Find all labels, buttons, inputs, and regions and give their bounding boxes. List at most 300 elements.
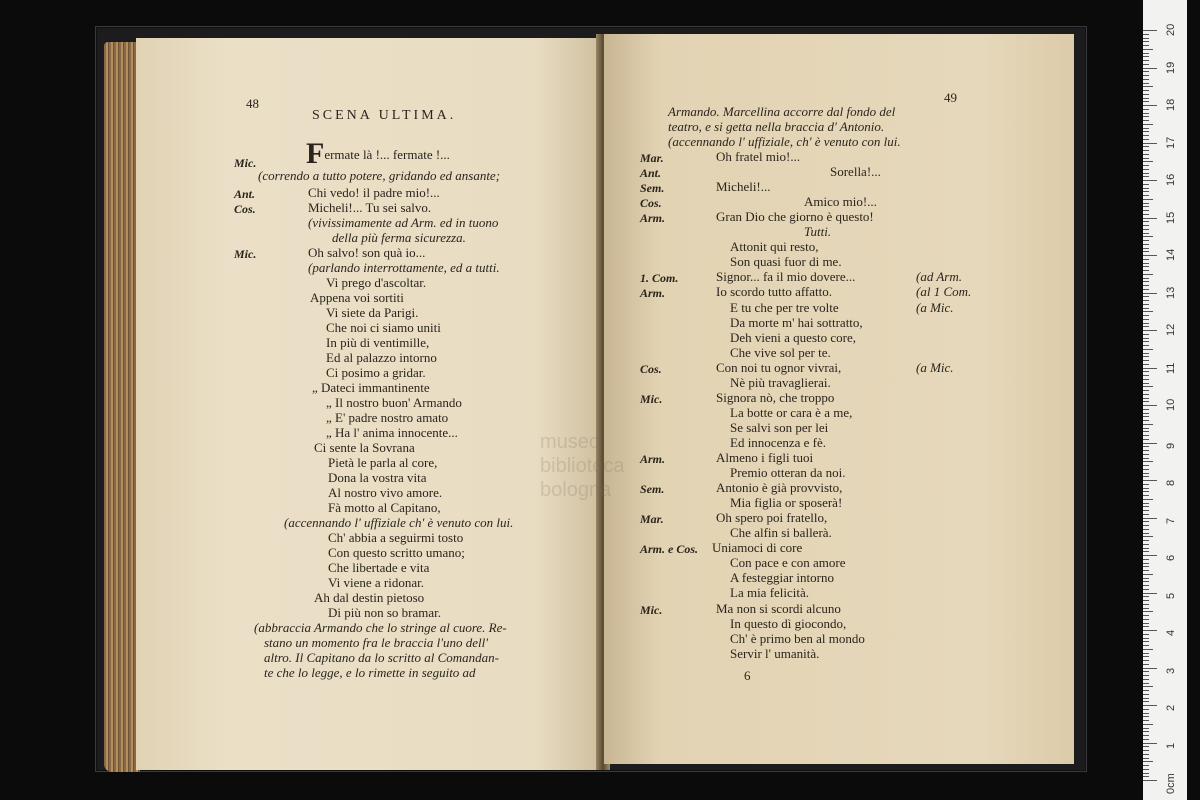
ruler-tick [1143, 435, 1149, 436]
text-line: Signora nò, che troppo [716, 389, 835, 405]
ruler-tick [1143, 266, 1149, 267]
ruler-tick [1143, 690, 1149, 691]
text-line: Che libertade e vita [328, 560, 430, 575]
ruler-tick [1143, 176, 1149, 177]
text-line: Che vive sol per te. [730, 344, 831, 360]
ruler-tick [1143, 739, 1149, 740]
ruler-tick [1143, 214, 1149, 215]
text-line: Nè più travaglierai. [730, 374, 831, 390]
text-line: Dona la vostra vita [328, 470, 427, 485]
ruler-tick [1143, 634, 1149, 635]
ruler-tick [1143, 728, 1149, 729]
stage-direction: (a Mic. [916, 359, 954, 375]
text-line: Ed innocenza e fè. [730, 434, 827, 450]
text-line: Ch' abbia a seguirmi tosto [328, 530, 464, 545]
text-line: Se salvi son per lei [730, 419, 829, 435]
text-line: Di più non so bramar. [328, 605, 442, 620]
ruler-tick [1143, 518, 1157, 519]
text-line: Attonit qui resto, [730, 239, 819, 255]
speaker-label: Mic. [640, 391, 663, 406]
ruler-tick [1143, 191, 1149, 192]
ruler-number: 15 [1165, 211, 1177, 224]
text-line: Deh vieni a questo core, [730, 329, 856, 345]
ruler-tick [1143, 705, 1157, 706]
ruler-tick [1143, 356, 1149, 357]
ruler-tick [1143, 656, 1149, 657]
ruler-tick [1143, 454, 1149, 455]
ruler-tick [1143, 173, 1149, 174]
ruler-tick [1143, 161, 1153, 162]
stage-direction: altro. Il Capitano da lo scritto al Comandan- [264, 650, 499, 665]
ruler-tick [1143, 371, 1149, 372]
ruler-tick [1143, 334, 1149, 335]
ruler-tick [1143, 679, 1149, 680]
ruler-tick [1143, 83, 1149, 84]
ruler-tick [1143, 341, 1149, 342]
text-line: „ Il nostro buon' Armando [326, 395, 462, 410]
ruler-tick [1143, 86, 1153, 87]
right-page [604, 34, 1074, 764]
ruler-tick [1143, 349, 1153, 350]
ruler-tick [1143, 581, 1149, 582]
text-line: Almeno i figli tuoi [716, 450, 814, 465]
ruler-tick [1143, 315, 1149, 316]
ruler-tick [1143, 304, 1149, 305]
ruler-tick [1143, 206, 1149, 207]
text-line: La mia felicità. [730, 585, 810, 601]
ruler-tick [1143, 660, 1149, 661]
speaker-label: Cos. [640, 361, 662, 376]
ruler-tick [1143, 559, 1149, 560]
ruler-tick [1143, 746, 1149, 747]
ruler-tick [1143, 686, 1153, 687]
text-line: Vi siete da Parigi. [326, 305, 419, 320]
text-line: Che alfin si ballerà. [730, 525, 832, 541]
ruler-tick [1143, 465, 1149, 466]
ruler-number: 19 [1165, 61, 1177, 74]
ruler-tick [1143, 525, 1149, 526]
stage-direction: della più ferma sicurezza. [332, 230, 466, 245]
speaker-label: Cos. [234, 202, 256, 216]
ruler-tick [1143, 146, 1149, 147]
ruler-tick [1143, 64, 1149, 65]
ruler-number: 13 [1165, 286, 1177, 299]
ruler-tick [1143, 60, 1149, 61]
speaker-label: Cos. [640, 196, 662, 211]
ruler-number: 5 [1165, 592, 1177, 599]
ruler-tick [1143, 116, 1149, 117]
ruler-tick [1143, 570, 1149, 571]
ruler-tick [1143, 270, 1149, 271]
ruler-tick [1143, 169, 1149, 170]
ruler-tick [1143, 431, 1149, 432]
stage-direction: (accennando l' uffiziale, ch' è venuto con lui. [668, 134, 901, 149]
ruler-tick [1143, 409, 1149, 410]
ruler-tick [1143, 653, 1149, 654]
page-number: 48 [246, 96, 259, 111]
ruler-tick [1143, 71, 1149, 72]
ruler-tick [1143, 724, 1153, 725]
ruler-tick [1143, 615, 1149, 616]
ruler-tick [1143, 405, 1157, 406]
ruler-tick [1143, 180, 1157, 181]
ruler-tick [1143, 574, 1153, 575]
speaker-label: Mic. [234, 247, 257, 261]
ruler-tick [1143, 773, 1149, 774]
ruler-tick [1143, 758, 1149, 759]
ruler-tick [1143, 731, 1149, 732]
ruler-tick [1143, 353, 1149, 354]
ruler-tick [1143, 364, 1149, 365]
ruler-tick [1143, 720, 1149, 721]
ruler-tick [1143, 416, 1149, 417]
ruler-number: 18 [1165, 98, 1177, 111]
ruler-tick [1143, 649, 1153, 650]
text-line: Oh fratel mio!... [716, 149, 801, 164]
ruler-tick [1143, 780, 1157, 781]
text-line: Sorella!... [830, 164, 881, 180]
ruler-tick [1143, 244, 1149, 245]
ruler-tick [1143, 469, 1149, 470]
stage-direction: Tutti. [804, 224, 832, 240]
ruler-tick [1143, 109, 1149, 110]
ruler-tick [1143, 289, 1149, 290]
ruler-tick [1143, 296, 1149, 297]
ruler-tick [1143, 638, 1149, 639]
ruler-tick [1143, 506, 1149, 507]
ruler-tick [1143, 225, 1149, 226]
text-line: Ed al palazzo intorno [326, 350, 437, 365]
speaker-label: 1. Com. [640, 271, 679, 286]
text-line: Ci sente la Sovrana [314, 440, 415, 455]
speaker-label: Arm. [640, 286, 666, 301]
text-line: Vi viene a ridonar. [328, 575, 424, 590]
text-line: Ch' è primo ben al mondo [730, 630, 865, 646]
ruler-tick [1143, 491, 1149, 492]
ruler-number: 6 [1165, 554, 1177, 561]
ruler-tick [1143, 578, 1149, 579]
watermark-line: bologna [540, 479, 612, 501]
ruler-tick [1143, 326, 1149, 327]
stage-direction: (abbraccia Armando che lo stringe al cuore. Re- [254, 620, 507, 635]
ruler-tick [1143, 263, 1149, 264]
ruler-tick [1143, 30, 1157, 31]
left-page [136, 38, 606, 770]
stage-direction: (vivissimamente ad Arm. ed in tuono [308, 215, 499, 230]
ruler-tick [1143, 683, 1149, 684]
stage-direction: (a Mic. [916, 299, 954, 315]
ruler-tick [1143, 368, 1157, 369]
measurement-ruler [1143, 0, 1187, 800]
ruler-tick [1143, 41, 1149, 42]
text-line: Ah dal destin pietoso [314, 590, 425, 605]
ruler-tick [1143, 386, 1153, 387]
ruler-tick [1143, 98, 1149, 99]
ruler-unit-label: 0cm [1165, 773, 1177, 794]
ruler-tick [1143, 94, 1149, 95]
ruler-tick [1143, 641, 1149, 642]
ruler-tick [1143, 120, 1149, 121]
ruler-tick [1143, 139, 1149, 140]
ruler-tick [1143, 428, 1149, 429]
stage-direction: (ad Arm. [916, 269, 962, 285]
stage-direction: (parlando interrottamente, ed a tutti. [308, 260, 500, 275]
text-line: Oh spero poi fratello, [716, 510, 828, 526]
ruler-tick [1143, 188, 1149, 189]
ruler-tick [1143, 664, 1149, 665]
ruler-tick [1143, 735, 1149, 736]
ruler-tick [1143, 150, 1149, 151]
text-line: Che noi ci siamo uniti [326, 320, 441, 335]
speaker-label: Ant. [234, 187, 256, 201]
ruler-tick [1143, 338, 1149, 339]
ruler-tick [1143, 45, 1149, 46]
ruler-tick [1143, 694, 1149, 695]
ruler-tick [1143, 68, 1157, 69]
speaker-label: Mic. [640, 602, 663, 617]
ruler-tick [1143, 544, 1149, 545]
speaker-label: Sem. [640, 181, 665, 196]
ruler-tick [1143, 585, 1149, 586]
ruler-tick [1143, 514, 1149, 515]
text-line: Chi vedo! il padre mio!... [308, 185, 440, 200]
ruler-tick [1143, 555, 1157, 556]
ruler-tick [1143, 533, 1149, 534]
ruler-tick [1143, 439, 1149, 440]
ruler-tick [1143, 274, 1153, 275]
ruler-tick [1143, 285, 1149, 286]
text-line: Oh salvo! son quà io... [308, 245, 426, 260]
drop-cap: F [306, 137, 325, 170]
text-line: Premio otteran da noi. [730, 465, 846, 481]
page-number: 49 [944, 90, 957, 105]
ruler-tick [1143, 589, 1149, 590]
speaker-label: Mic. [234, 156, 257, 170]
watermark-line: biblioteca [540, 455, 625, 477]
ruler-tick [1143, 626, 1149, 627]
ruler-tick [1143, 563, 1149, 564]
ruler-tick [1143, 210, 1149, 211]
ruler-tick [1143, 769, 1149, 770]
ruler-tick [1143, 236, 1153, 237]
ruler-tick [1143, 158, 1149, 159]
ruler-tick [1143, 375, 1149, 376]
ruler-tick [1143, 551, 1149, 552]
ruler-tick [1143, 401, 1149, 402]
ruler-tick [1143, 319, 1149, 320]
ruler-tick [1143, 593, 1157, 594]
ruler-tick [1143, 623, 1149, 624]
text-line: „ E' padre nostro amato [326, 410, 449, 425]
ruler-tick [1143, 503, 1149, 504]
ruler-tick [1143, 308, 1149, 309]
ruler-tick [1143, 521, 1149, 522]
ruler-tick [1143, 671, 1149, 672]
ruler-tick [1143, 480, 1157, 481]
ruler-tick [1143, 394, 1149, 395]
text-line: Gran Dio che giorno è questo! [716, 209, 874, 225]
ruler-tick [1143, 776, 1149, 777]
ruler-number: 17 [1165, 136, 1177, 149]
ruler-number: 14 [1165, 248, 1177, 261]
ruler-tick [1143, 668, 1157, 669]
stage-direction: Armando. Marcellina accorre dal fondo del [668, 104, 896, 119]
ruler-tick [1143, 743, 1157, 744]
ruler-number: 9 [1165, 442, 1177, 449]
text-line: Ma non si scordi alcuno [716, 600, 841, 616]
ruler-tick [1143, 566, 1149, 567]
text-line: Con questo scritto umano; [328, 545, 465, 560]
ruler-tick [1143, 529, 1149, 530]
ruler-tick [1143, 713, 1149, 714]
ruler-tick [1143, 311, 1153, 312]
ruler-tick [1143, 458, 1149, 459]
text-line: A festeggiar intorno [730, 570, 834, 586]
ruler-tick [1143, 499, 1153, 500]
ruler-tick [1143, 611, 1153, 612]
ruler-tick [1143, 278, 1149, 279]
stage-direction: stano un momento fra le braccia l'uno dell' [264, 635, 489, 650]
ruler-tick [1143, 604, 1149, 605]
text-line: La botte or cara è a me, [730, 404, 853, 420]
ruler-tick [1143, 488, 1149, 489]
ruler-tick [1143, 165, 1149, 166]
ruler-tick [1143, 360, 1149, 361]
text-line: Amico mio!... [804, 194, 877, 210]
ruler-tick [1143, 413, 1149, 414]
ruler-tick [1143, 461, 1153, 462]
ruler-tick [1143, 90, 1149, 91]
text-line: Vi prego d'ascoltar. [326, 275, 427, 290]
stage-direction: te che lo legge, e lo rimette in seguito ad [264, 665, 476, 680]
text-line: Micheli!... [716, 179, 771, 195]
ruler-tick [1143, 75, 1149, 76]
speaker-label: Mar. [640, 151, 664, 165]
ruler-tick [1143, 323, 1149, 324]
ruler-number: 10 [1165, 398, 1177, 411]
ruler-tick [1143, 600, 1149, 601]
ruler-tick [1143, 548, 1149, 549]
ruler-tick [1143, 443, 1157, 444]
first-line [306, 137, 450, 170]
ruler-tick [1143, 259, 1149, 260]
text-line: Appena voi sortiti [310, 290, 404, 305]
text-line: Fà motto al Capitano, [328, 500, 441, 515]
ruler-tick [1143, 716, 1149, 717]
ruler-number: 1 [1165, 742, 1177, 749]
text-line: E tu che per tre volte [730, 299, 839, 315]
ruler-tick [1143, 540, 1149, 541]
ruler-tick [1143, 420, 1149, 421]
ruler-tick [1143, 630, 1157, 631]
ruler-tick [1143, 645, 1149, 646]
ruler-tick [1143, 143, 1157, 144]
ruler-tick [1143, 218, 1157, 219]
ruler-tick [1143, 390, 1149, 391]
ruler-tick [1143, 750, 1149, 751]
page-edges [104, 42, 140, 772]
watermark-line: museo [540, 431, 601, 453]
text-line: „ Ha l' anima innocente... [326, 425, 458, 440]
ruler-tick [1143, 105, 1157, 106]
ruler-tick [1143, 101, 1149, 102]
text-line: Servir l' umanità. [730, 645, 820, 661]
ruler-tick [1143, 128, 1149, 129]
text-line: Al nostro vivo amore. [328, 485, 443, 500]
ruler-tick [1143, 330, 1157, 331]
text-line: Da morte m' hai sottratto, [730, 314, 863, 330]
ruler-tick [1143, 229, 1149, 230]
text-line: Pietà le parla al core, [328, 455, 438, 470]
stage-direction: teatro, e si getta nella braccia d' Antonio. [668, 119, 885, 134]
ruler-tick [1143, 379, 1149, 380]
text-line: Antonio è già provvisto, [716, 480, 843, 496]
signature-mark: 6 [744, 668, 751, 683]
ruler-tick [1143, 56, 1149, 57]
text-line: Con noi tu ognor vivrai, [716, 359, 842, 375]
ruler-number: 7 [1165, 517, 1177, 524]
text-line: Mia figlia or sposerà! [730, 495, 843, 511]
ruler-tick [1143, 49, 1153, 50]
text-line: Con pace e con amore [730, 555, 846, 571]
ruler-tick [1143, 536, 1153, 537]
text-line: „ Dateci immantinente [312, 380, 430, 395]
ruler-tick [1143, 34, 1149, 35]
ruler-tick [1143, 698, 1149, 699]
ruler-tick [1143, 248, 1149, 249]
ruler-tick [1143, 476, 1149, 477]
ruler-tick [1143, 293, 1157, 294]
ruler-tick [1143, 240, 1149, 241]
ruler-tick [1143, 675, 1149, 676]
ruler-tick [1143, 184, 1149, 185]
speaker-label: Arm. [640, 452, 666, 466]
text-line: Micheli!... Tu sei salvo. [308, 200, 432, 215]
speaker-label: Mar. [640, 512, 664, 527]
stage-direction: (correndo a tutto potere, gridando ed ansante; [258, 168, 501, 183]
text-line: Io scordo tutto affatto. [716, 284, 833, 300]
speaker-label: Arm. [640, 211, 666, 226]
ruler-number: 8 [1165, 479, 1177, 486]
ruler-tick [1143, 761, 1153, 762]
ruler-tick [1143, 383, 1149, 384]
ruler-tick [1143, 255, 1157, 256]
ruler-tick [1143, 199, 1153, 200]
ruler-tick [1143, 233, 1149, 234]
stage-direction: (al 1 Com. [916, 284, 972, 300]
watermark [540, 430, 625, 502]
ruler-tick [1143, 113, 1149, 114]
text-line: In più di ventimille, [326, 335, 430, 350]
ruler-number: 11 [1165, 362, 1177, 374]
ruler-tick [1143, 281, 1149, 282]
ruler-tick [1143, 38, 1149, 39]
ruler-tick [1143, 446, 1149, 447]
ruler-tick [1143, 473, 1149, 474]
ruler-tick [1143, 53, 1149, 54]
ruler-tick [1143, 450, 1149, 451]
ruler-tick [1143, 701, 1149, 702]
text-line: Uniamoci di core [712, 540, 803, 556]
ruler-tick [1143, 510, 1149, 511]
ruler-tick [1143, 300, 1149, 301]
ruler-tick [1143, 131, 1149, 132]
ruler-tick [1143, 251, 1149, 252]
ruler-number: 2 [1165, 704, 1177, 711]
ruler-tick [1143, 79, 1149, 80]
ruler-number: 4 [1165, 629, 1177, 636]
ruler-tick [1143, 608, 1149, 609]
